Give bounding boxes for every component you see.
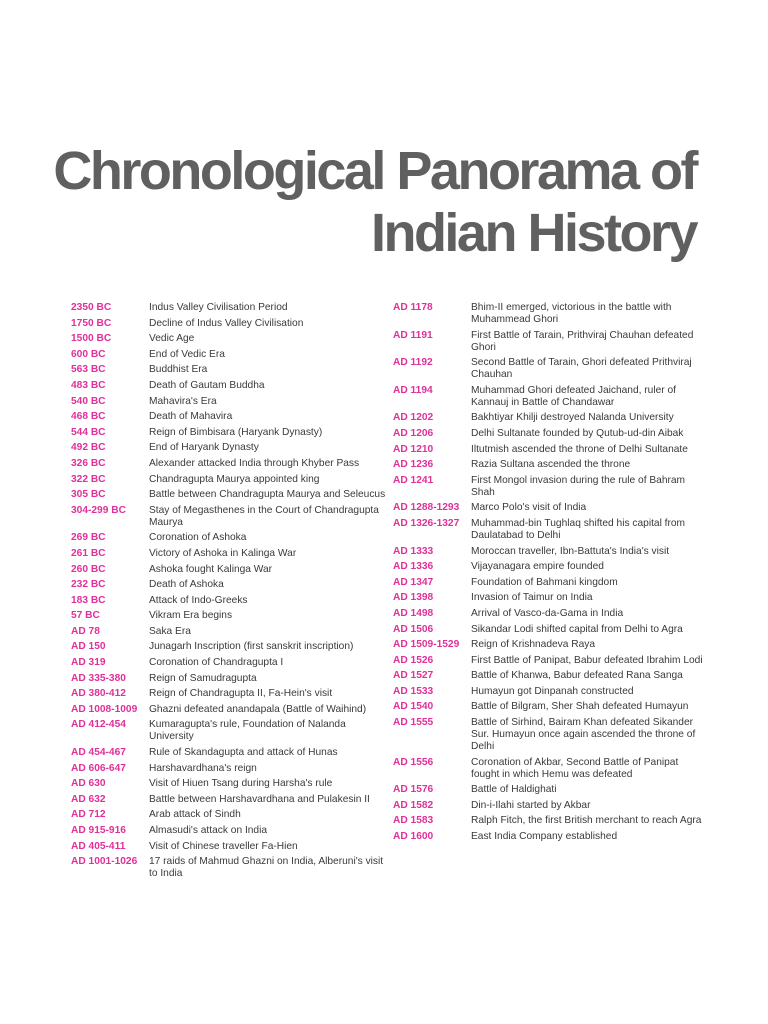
timeline-date: AD 1178 bbox=[393, 302, 433, 313]
timeline-left-column bbox=[71, 302, 391, 884]
timeline-entry bbox=[71, 673, 391, 685]
timeline-event: Victory of Ashoka in Kalinga War bbox=[149, 547, 297, 559]
timeline-event: Battle of Sirhind, Bairam Khan defeated Sikander Sur. Humayun once again ascended the throne of Delhi bbox=[471, 717, 696, 753]
timeline-entry bbox=[71, 856, 391, 880]
timeline-event: Muhammad Ghori defeated Jaichand, ruler of Kannauj in Battle of Chandawar bbox=[471, 384, 676, 408]
timeline-date: AD 1001-1026 bbox=[71, 856, 138, 868]
timeline-entry bbox=[71, 747, 391, 759]
timeline-event: First Battle of Tarain, Prithviraj Chauhan defeated Ghori bbox=[471, 329, 694, 353]
timeline-entry bbox=[71, 302, 391, 314]
timeline-event: Death of Gautam Buddha bbox=[149, 379, 265, 391]
timeline-entry bbox=[71, 349, 391, 361]
timeline-entry bbox=[393, 428, 705, 440]
timeline-event: Visit of Chinese traveller Fa-Hien bbox=[149, 840, 298, 852]
timeline-event: Muhammad-bin Tughlaq shifted his capital from Daulatabad to Delhi bbox=[471, 517, 686, 541]
timeline-date: AD 1506 bbox=[393, 623, 434, 635]
timeline-entry bbox=[71, 489, 391, 501]
timeline-entry bbox=[393, 624, 705, 636]
timeline-entry bbox=[71, 595, 391, 607]
timeline-date: 183 BC bbox=[71, 594, 106, 606]
timeline-date: 1750 BC bbox=[71, 317, 112, 329]
timeline-event: Humayun got Dinpanah constructed bbox=[471, 685, 634, 697]
timeline-event: Coronation of Ashoka bbox=[149, 532, 247, 544]
timeline-entry bbox=[71, 564, 391, 576]
timeline-event: Battle between Harshavardhana and Pulakesin II bbox=[149, 793, 370, 805]
timeline-event: Death of Ashoka bbox=[149, 579, 224, 591]
timeline-date: AD 1202 bbox=[393, 412, 434, 424]
timeline-entry bbox=[393, 502, 705, 514]
timeline-date: AD 632 bbox=[71, 793, 106, 805]
timeline-date: AD 1347 bbox=[393, 576, 434, 588]
timeline-event: Attack of Indo-Greeks bbox=[149, 594, 248, 606]
timeline-event: End of Vedic Era bbox=[149, 348, 225, 360]
timeline-event: Second Battle of Tarain, Ghori defeated Prithviraj Chauhan bbox=[471, 357, 692, 381]
timeline-date: AD 150 bbox=[71, 641, 106, 653]
timeline-date: AD 1556 bbox=[393, 756, 434, 768]
timeline-entry bbox=[71, 688, 391, 700]
timeline-date: AD 630 bbox=[71, 778, 106, 790]
timeline-event: Moroccan traveller, Ibn-Battuta's India's visit bbox=[471, 545, 670, 557]
timeline-date: AD 1600 bbox=[393, 831, 434, 843]
timeline-entry bbox=[71, 396, 391, 408]
timeline-entry bbox=[71, 719, 391, 743]
timeline-date: AD 1192 bbox=[393, 357, 433, 369]
timeline-entry bbox=[71, 427, 391, 439]
timeline-entry bbox=[71, 318, 391, 330]
timeline-date: 304-299 BC bbox=[71, 504, 126, 516]
timeline-date: 492 BC bbox=[71, 442, 106, 454]
timeline-entry bbox=[393, 639, 705, 651]
timeline-date: AD 1206 bbox=[393, 427, 434, 439]
timeline-date: AD 1576 bbox=[393, 784, 434, 796]
timeline-event: Reign of Chandragupta II, Fa-Hein's visit bbox=[149, 688, 333, 700]
timeline-date: AD 1288-1293 bbox=[393, 502, 460, 514]
timeline-entry bbox=[71, 657, 391, 669]
timeline-event: Saka Era bbox=[149, 625, 191, 637]
timeline-event: Battle of Khanwa, Babur defeated Rana Sanga bbox=[471, 670, 683, 682]
timeline-entry bbox=[71, 626, 391, 638]
timeline-date: AD 1326-1327 bbox=[393, 517, 460, 529]
timeline-date: 563 BC bbox=[71, 364, 106, 376]
timeline-event: Death of Mahavira bbox=[149, 411, 233, 423]
timeline-event: Alexander attacked India through Khyber Pass bbox=[149, 457, 360, 469]
timeline-entry bbox=[393, 357, 705, 381]
timeline-date: AD 1336 bbox=[393, 561, 434, 573]
timeline-entry bbox=[71, 532, 391, 544]
timeline-entry bbox=[393, 459, 705, 471]
timeline-entry bbox=[71, 641, 391, 653]
timeline-event: Vedic Age bbox=[149, 333, 195, 345]
timeline-date: 540 BC bbox=[71, 395, 106, 407]
timeline-entry bbox=[71, 778, 391, 790]
timeline-event: Razia Sultana ascended the throne bbox=[471, 459, 631, 471]
timeline-date: AD 78 bbox=[71, 625, 100, 637]
timeline-entry bbox=[393, 546, 705, 558]
timeline-event: Kumaragupta's rule, Foundation of Nalanda University bbox=[149, 719, 346, 743]
timeline-event: Chandragupta Maurya appointed king bbox=[149, 473, 320, 485]
timeline-event: Sikandar Lodi shifted capital from Delhi to Agra bbox=[471, 623, 683, 635]
timeline-date: AD 380-412 bbox=[71, 688, 126, 700]
timeline-entry bbox=[393, 717, 705, 753]
timeline-entry bbox=[393, 302, 705, 326]
timeline-date: AD 1210 bbox=[393, 443, 434, 455]
timeline-event: Invasion of Taimur on India bbox=[471, 592, 593, 604]
page-title-line-1: Chronological Panorama of bbox=[53, 141, 696, 201]
timeline-event: Coronation of Akbar, Second Battle of Panipat fought in which Hemu was defeated bbox=[471, 756, 679, 780]
timeline-event: Buddhist Era bbox=[149, 364, 208, 376]
timeline-entry bbox=[393, 577, 705, 589]
timeline-date: 2350 BC bbox=[71, 302, 112, 313]
timeline-event: Reign of Krishnadeva Raya bbox=[471, 639, 596, 651]
timeline-entry bbox=[71, 825, 391, 837]
timeline-date: 600 BC bbox=[71, 348, 106, 360]
timeline-event: Din-i-Ilahi started by Akbar bbox=[471, 799, 591, 811]
timeline-date: AD 1194 bbox=[393, 384, 433, 396]
timeline-event: Visit of Hiuen Tsang during Harsha's rule bbox=[149, 778, 333, 790]
timeline-event: Indus Valley Civilisation Period bbox=[149, 302, 288, 313]
timeline-entry bbox=[71, 841, 391, 853]
timeline-event: Vijayanagara empire founded bbox=[471, 561, 604, 573]
timeline-entry bbox=[393, 686, 705, 698]
timeline-date: AD 1191 bbox=[393, 329, 433, 341]
timeline-date: AD 1498 bbox=[393, 607, 434, 619]
timeline-event: Stay of Megasthenes in the Court of Chandragupta Maurya bbox=[149, 504, 379, 528]
timeline-entry bbox=[393, 608, 705, 620]
timeline-date: AD 1533 bbox=[393, 685, 434, 697]
timeline-date: 57 BC bbox=[71, 610, 100, 622]
timeline-entry bbox=[393, 655, 705, 667]
timeline-right-column bbox=[393, 302, 705, 847]
timeline-event: Reign of Samudragupta bbox=[149, 672, 257, 684]
timeline-entry bbox=[71, 579, 391, 591]
timeline-event: Reign of Bimbisara (Haryank Dynasty) bbox=[149, 426, 323, 438]
page-title-line-2: Indian History bbox=[370, 203, 696, 263]
timeline-event: First Mongol invasion during the rule of Bahram Shah bbox=[471, 474, 686, 498]
timeline-entry bbox=[393, 670, 705, 682]
timeline-entry bbox=[393, 800, 705, 812]
timeline-event: Ralph Fitch, the first British merchant to reach Agra bbox=[471, 815, 702, 827]
timeline-entry bbox=[71, 364, 391, 376]
timeline-date: 322 BC bbox=[71, 473, 106, 485]
timeline-event: End of Haryank Dynasty bbox=[149, 442, 259, 454]
timeline-event: Marco Polo's visit of India bbox=[471, 502, 587, 514]
timeline-event: Arrival of Vasco-da-Gama in India bbox=[471, 607, 624, 619]
timeline-entry bbox=[393, 757, 705, 781]
timeline-entry bbox=[393, 330, 705, 354]
timeline-entry bbox=[393, 385, 705, 409]
timeline-event: Mahavira's Era bbox=[149, 395, 217, 407]
timeline-entry bbox=[71, 505, 391, 529]
timeline-entry bbox=[71, 610, 391, 622]
timeline-event: East India Company established bbox=[471, 831, 618, 843]
timeline-entry bbox=[393, 475, 705, 499]
timeline-entry bbox=[71, 704, 391, 716]
timeline-event: 17 raids of Mahmud Ghazni on India, Alberuni's visit to India bbox=[149, 856, 384, 880]
timeline-date: AD 606-647 bbox=[71, 762, 126, 774]
page-title bbox=[53, 140, 696, 264]
timeline-event: Battle of Bilgram, Sher Shah defeated Humayun bbox=[471, 701, 689, 713]
timeline-event: Delhi Sultanate founded by Qutub-ud-din Aibak bbox=[471, 427, 684, 439]
timeline-date: 326 BC bbox=[71, 457, 106, 469]
timeline-entry bbox=[71, 548, 391, 560]
timeline-event: Almasudi's attack on India bbox=[149, 825, 268, 836]
timeline-entry bbox=[71, 763, 391, 775]
timeline-entry bbox=[71, 458, 391, 470]
timeline-date: AD 1526 bbox=[393, 654, 434, 666]
timeline-date: AD 1582 bbox=[393, 799, 434, 811]
timeline-date: AD 1583 bbox=[393, 815, 434, 827]
timeline-entry bbox=[393, 784, 705, 796]
timeline-date: AD 405-411 bbox=[71, 840, 126, 852]
timeline-event: Ashoka fought Kalinga War bbox=[149, 563, 273, 575]
timeline-event: Foundation of Bahmani kingdom bbox=[471, 576, 618, 588]
timeline-event: Iltutmish ascended the throne of Delhi Sultanate bbox=[471, 443, 688, 455]
timeline-entry bbox=[393, 815, 705, 827]
timeline-event: Decline of Indus Valley Civilisation bbox=[149, 317, 304, 329]
timeline-date: AD 915-916 bbox=[71, 825, 126, 836]
timeline-date: AD 1008-1009 bbox=[71, 703, 138, 715]
timeline-date: 260 BC bbox=[71, 563, 106, 575]
timeline-date: 305 BC bbox=[71, 489, 106, 501]
timeline-entry bbox=[71, 333, 391, 345]
timeline-entry bbox=[393, 412, 705, 424]
timeline-date: AD 1333 bbox=[393, 545, 434, 557]
timeline-date: AD 1236 bbox=[393, 459, 434, 471]
timeline-date: 544 BC bbox=[71, 426, 106, 438]
timeline-date: AD 1527 bbox=[393, 670, 434, 682]
timeline-event: Bakhtiyar Khilji destroyed Nalanda University bbox=[471, 412, 674, 424]
timeline-event: Coronation of Chandragupta I bbox=[149, 657, 284, 669]
timeline-entry bbox=[393, 831, 705, 843]
timeline-event: Bhim-II emerged, victorious in the battle with Muhammead Ghori bbox=[471, 302, 672, 325]
timeline-event: First Battle of Panipat, Babur defeated Ibrahim Lodi bbox=[471, 654, 703, 666]
timeline-date: 261 BC bbox=[71, 547, 106, 559]
timeline-date: AD 412-454 bbox=[71, 719, 126, 731]
timeline-date: AD 1509-1529 bbox=[393, 639, 460, 651]
timeline-date: 1500 BC bbox=[71, 333, 112, 345]
timeline-date: AD 1241 bbox=[393, 474, 434, 486]
timeline-event: Junagarh Inscription (first sanskrit inscription) bbox=[149, 641, 354, 653]
timeline-entry bbox=[71, 474, 391, 486]
timeline-date: AD 454-467 bbox=[71, 747, 126, 759]
timeline-entry bbox=[393, 561, 705, 573]
timeline-date: 468 BC bbox=[71, 411, 106, 423]
timeline-date: AD 1398 bbox=[393, 592, 434, 604]
timeline-event: Battle between Chandragupta Maurya and Seleucus bbox=[149, 489, 386, 501]
timeline-event: Battle of Haldighati bbox=[471, 784, 557, 796]
timeline-entry bbox=[393, 444, 705, 456]
timeline-entry bbox=[393, 592, 705, 604]
timeline-entry bbox=[71, 794, 391, 806]
timeline-entry bbox=[71, 809, 391, 821]
timeline-date: 232 BC bbox=[71, 579, 106, 591]
timeline-event: Arab attack of Sindh bbox=[149, 809, 241, 821]
timeline-event: Harshavardhana's reign bbox=[149, 762, 257, 774]
timeline-date: AD 712 bbox=[71, 809, 106, 821]
timeline-event: Vikram Era begins bbox=[149, 610, 233, 622]
timeline-entry bbox=[71, 411, 391, 423]
timeline-date: AD 1540 bbox=[393, 701, 434, 713]
timeline-date: AD 319 bbox=[71, 657, 106, 669]
timeline-event: Ghazni defeated anandapala (Battle of Waihind) bbox=[149, 703, 367, 715]
timeline-date: AD 1555 bbox=[393, 717, 434, 729]
timeline-entry bbox=[393, 518, 705, 542]
timeline-entry bbox=[393, 701, 705, 713]
timeline-date: AD 335-380 bbox=[71, 672, 126, 684]
timeline-entry bbox=[71, 380, 391, 392]
timeline-date: 269 BC bbox=[71, 532, 106, 544]
timeline-entry bbox=[71, 442, 391, 454]
timeline-date: 483 BC bbox=[71, 379, 106, 391]
timeline-event: Rule of Skandagupta and attack of Hunas bbox=[149, 747, 338, 759]
